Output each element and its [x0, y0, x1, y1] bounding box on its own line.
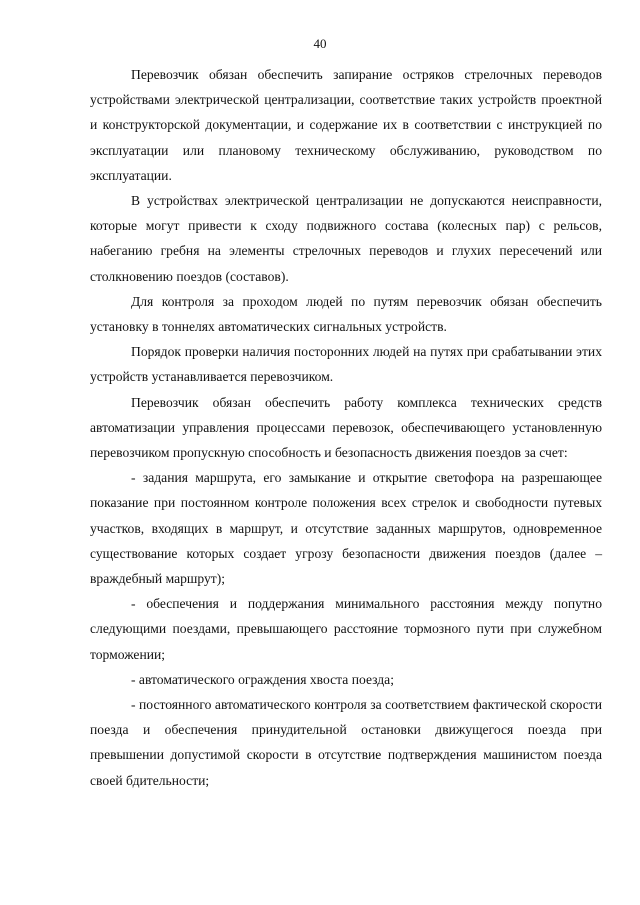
- paragraph-tunnel-signaling: Для контроля за проходом людей по путям перевозчик обязан обеспечить установку в тоннелях автоматических сигнальных устройств.: [90, 293, 602, 335]
- paragraph-check-procedure: Порядок проверки наличия посторонних людей на путях при срабатывании этих устройств устанавливается перевозчиком.: [90, 344, 602, 385]
- document-body: [90, 62, 602, 793]
- paragraph-switch-locking: Перевозчик обязан обеспечить запирание остряков стрелочных переводов устройствами электрической централизации, соответствие таких устройств проектной и конструкторской документации, и содержание их в соответствии с инструкцией по эксплуатации или плановому техническому обслуживанию, руководством по эксплуатации.: [90, 67, 602, 183]
- list-item-route-setting: - задания маршрута, его замыкание и открытие светофора на разрешающее показание при постоянном контроле положения всех стрелок и свободности путевых участков, входящих в маршрут, и отсутствие заданных маршрутов, одновременное существование которых создает угрозу безопасности движения поездов (далее – враждебный маршрут);: [90, 470, 602, 587]
- page-number: 40: [313, 36, 327, 51]
- paragraph-centralization-faults: В устройствах электрической централизации не допускаются неисправности, которые могут привести к сходу подвижного состава (колесных пар) с рельсов, набеганию гребня на элементы стрелочных переводов и глухих пересечений или столкновению поездов (составов).: [90, 193, 602, 284]
- paragraph-automation-complex: Перевозчик обязан обеспечить работу комплекса технических средств автоматизации управления процессами перевозок, обеспечивающего установленную перевозчиком пропускную способность и безопасность движения поездов за счет:: [90, 394, 602, 461]
- list-item-speed-control: - постоянного автоматического контроля за соответствием фактической скорости поезда и обеспечения принудительной остановки движущегося поезда при превышении допустимой скорости в отсутствие подтверждения машинистом поезда своей бдительности;: [90, 697, 602, 788]
- list-item-train-spacing: - обеспечения и поддержания минимального расстояния между попутно следующими поездами, превышающего расстояние тормозного пути при служебном торможении;: [90, 596, 602, 662]
- list-item-tail-protection: - автоматического ограждения хвоста поезда;: [131, 671, 394, 687]
